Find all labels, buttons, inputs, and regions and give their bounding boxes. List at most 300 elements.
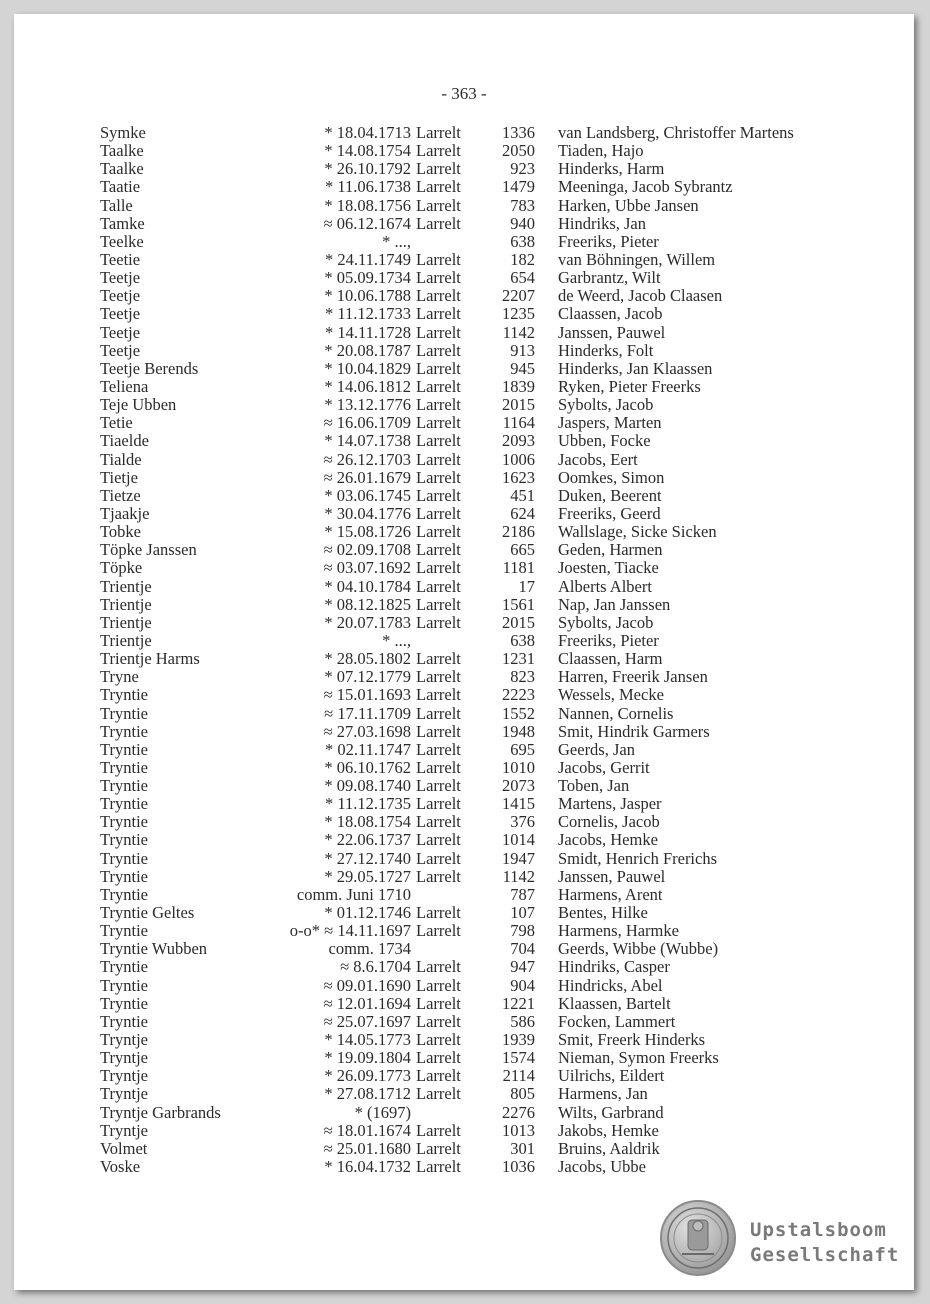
entry-name: Tetie <box>100 413 133 433</box>
entry-name: Tryne <box>100 667 139 687</box>
entry-spouse: Smit, Freerk Hinderks <box>558 1030 706 1050</box>
entry-number: 654 <box>510 268 535 288</box>
entry-date: * 18.04.1713 <box>324 123 411 142</box>
register-row <box>14 1104 914 1122</box>
entry-place: Larrelt <box>416 830 461 850</box>
entry-name: Trientje <box>100 576 152 596</box>
entry-name: Tobke <box>100 522 142 542</box>
entry-place: Larrelt <box>416 431 461 451</box>
entry-name: Tryntie <box>100 812 148 832</box>
register-row <box>14 233 914 251</box>
register-row <box>14 451 914 469</box>
entry-number: 1561 <box>502 594 535 614</box>
entry-date: * 20.08.1787 <box>324 340 411 360</box>
entry-name: Tiaelde <box>100 431 149 451</box>
entry-name: Tryntie Wubben <box>100 939 208 959</box>
entry-spouse: Harmens, Harmke <box>558 921 679 941</box>
entry-number: 624 <box>510 503 535 523</box>
entry-number: 2276 <box>502 1102 535 1122</box>
entry-name: Tryntie <box>100 975 148 995</box>
entry-date: * 13.12.1776 <box>324 395 411 415</box>
entry-date: * 11.12.1733 <box>324 304 411 324</box>
entry-place: Larrelt <box>416 141 461 161</box>
entry-place: Larrelt <box>416 1138 461 1158</box>
entry-spouse: Harken, Ubbe Jansen <box>558 195 699 215</box>
entry-name: Tryntie <box>100 848 148 868</box>
register-row <box>14 360 914 378</box>
entry-number: 704 <box>510 939 535 959</box>
entry-name: Tryntie <box>100 830 148 850</box>
document-page <box>14 14 914 1290</box>
entry-date: * 22.06.1737 <box>324 830 411 850</box>
entry-name: Teetje <box>100 322 141 342</box>
entry-number: 2015 <box>502 395 535 415</box>
entry-name: Tietje <box>100 467 138 487</box>
entry-date: * 03.06.1745 <box>324 485 411 505</box>
entry-number: 1574 <box>502 1048 535 1068</box>
entry-spouse: Jaspers, Marten <box>558 413 662 433</box>
entry-date: ≈ 09.01.1690 <box>323 975 411 995</box>
entry-spouse: Wilts, Garbrand <box>558 1102 664 1122</box>
entry-number: 1839 <box>502 376 535 396</box>
entry-date: comm. 1734 <box>328 939 411 959</box>
entry-place: Larrelt <box>416 903 461 923</box>
entry-date: ≈ 02.09.1708 <box>323 540 411 560</box>
entry-number: 638 <box>510 630 535 650</box>
entry-date: * 28.05.1802 <box>324 649 411 669</box>
register-row <box>14 487 914 505</box>
entry-date: ≈ 03.07.1692 <box>323 558 411 578</box>
register-row <box>14 378 914 396</box>
register-row <box>14 287 914 305</box>
entry-place: Larrelt <box>416 594 461 614</box>
entry-place: Larrelt <box>416 358 461 378</box>
register-row <box>14 705 914 723</box>
entry-date: * 26.09.1773 <box>324 1066 411 1086</box>
entry-name: Tietze <box>100 485 141 505</box>
entry-place: Larrelt <box>416 921 461 941</box>
entry-place: Larrelt <box>416 1030 461 1050</box>
entry-number: 1181 <box>502 558 535 578</box>
entry-spouse: van Böhningen, Willem <box>558 249 716 269</box>
entry-spouse: Freeriks, Pieter <box>558 231 659 251</box>
entry-date: ≈ 15.01.1693 <box>323 685 411 705</box>
entry-place: Larrelt <box>416 249 461 269</box>
register-row <box>14 650 914 668</box>
entry-name: Tryntie <box>100 957 148 977</box>
register-row <box>14 686 914 704</box>
entry-place: Larrelt <box>416 268 461 288</box>
register-row <box>14 741 914 759</box>
entry-number: 1552 <box>502 703 535 723</box>
entry-number: 1010 <box>502 757 535 777</box>
entry-place: Larrelt <box>416 413 461 433</box>
entry-place: Larrelt <box>416 721 461 741</box>
entry-date: ≈ 18.01.1674 <box>323 1120 411 1140</box>
register-row <box>14 1122 914 1140</box>
entry-date: * 01.12.1746 <box>324 903 411 923</box>
entry-name: Taalke <box>100 159 144 179</box>
entry-name: Teetje <box>100 268 141 288</box>
entry-place: Larrelt <box>416 177 461 197</box>
entry-spouse: Hinderks, Jan Klaassen <box>558 358 713 378</box>
register-row <box>14 432 914 450</box>
register-row <box>14 759 914 777</box>
entry-number: 1036 <box>502 1157 535 1177</box>
entry-spouse: Freeriks, Pieter <box>558 630 659 650</box>
entry-number: 1948 <box>502 721 535 741</box>
entry-name: Voske <box>100 1157 141 1177</box>
entry-number: 1235 <box>502 304 535 324</box>
entry-name: Töpke Janssen <box>100 540 197 560</box>
register-row <box>14 958 914 976</box>
entry-date: ≈ 26.01.1679 <box>323 467 411 487</box>
register-row <box>14 977 914 995</box>
entry-place: Larrelt <box>416 757 461 777</box>
entry-number: 695 <box>510 739 535 759</box>
entry-date: * 27.12.1740 <box>324 848 411 868</box>
entry-date: * 18.08.1756 <box>324 195 411 215</box>
entry-date: * 14.11.1728 <box>324 322 411 342</box>
entry-number: 798 <box>510 921 535 941</box>
entry-place: Larrelt <box>416 848 461 868</box>
entry-number: 1479 <box>502 177 535 197</box>
entry-number: 2114 <box>502 1066 535 1086</box>
entry-date: * 11.12.1735 <box>324 794 411 814</box>
entry-name: Töpke <box>100 558 143 578</box>
register-row <box>14 578 914 596</box>
register-row <box>14 1049 914 1067</box>
entry-name: Tryntje Garbrands <box>100 1102 221 1122</box>
entry-number: 823 <box>510 667 535 687</box>
entry-spouse: Geden, Harmen <box>558 540 663 560</box>
entry-date: * 24.11.1749 <box>324 249 411 269</box>
entry-name: Volmet <box>100 1138 148 1158</box>
entry-name: Teetie <box>100 249 141 269</box>
entry-number: 107 <box>510 903 535 923</box>
register-row <box>14 414 914 432</box>
entry-name: Tryntje <box>100 1084 148 1104</box>
register-row <box>14 1158 914 1176</box>
entry-place: Larrelt <box>416 195 461 215</box>
page-number: - 363 - <box>441 84 487 103</box>
entry-spouse: Hinderks, Folt <box>558 340 654 360</box>
register-row <box>14 505 914 523</box>
entry-date: * 07.12.1779 <box>324 667 411 687</box>
entry-place: Larrelt <box>416 667 461 687</box>
register-row <box>14 614 914 632</box>
entry-spouse: Claassen, Harm <box>558 649 663 669</box>
entry-spouse: Uilrichs, Eildert <box>558 1066 665 1086</box>
entry-place: Larrelt <box>416 467 461 487</box>
entry-number: 2223 <box>502 685 535 705</box>
register-row <box>14 795 914 813</box>
entry-date: * 02.11.1747 <box>324 739 411 759</box>
entry-place: Larrelt <box>416 449 461 469</box>
register-row <box>14 523 914 541</box>
entry-name: Tryntie <box>100 776 148 796</box>
entry-name: Taatie <box>100 177 141 197</box>
entry-date: * 11.06.1738 <box>324 177 411 197</box>
entry-number: 17 <box>518 576 535 596</box>
entry-name: Tryntie <box>100 757 148 777</box>
entry-spouse: Sybolts, Jacob <box>558 612 654 632</box>
entry-place: Larrelt <box>416 776 461 796</box>
entry-spouse: Geerds, Wibbe (Wubbe) <box>558 939 719 959</box>
register-row <box>14 813 914 831</box>
entry-name: Tryntie <box>100 993 148 1013</box>
entry-spouse: Garbrantz, Wilt <box>558 268 661 288</box>
entry-date: ≈ 12.01.1694 <box>323 993 411 1013</box>
entry-date: ≈ 25.07.1697 <box>323 1011 411 1031</box>
entry-spouse: Joesten, Tiacke <box>558 558 659 578</box>
entry-spouse: Alberts Albert <box>558 576 652 596</box>
entry-spouse: Jakobs, Hemke <box>558 1120 659 1140</box>
entry-spouse: Geerds, Jan <box>558 739 635 759</box>
entry-spouse: Nannen, Cornelis <box>558 703 674 723</box>
entry-number: 376 <box>510 812 535 832</box>
register-list <box>14 124 914 1176</box>
register-row <box>14 305 914 323</box>
entry-date: * 14.07.1738 <box>324 431 411 451</box>
entry-place: Larrelt <box>416 739 461 759</box>
register-row <box>14 559 914 577</box>
register-row <box>14 995 914 1013</box>
entry-spouse: Sybolts, Jacob <box>558 395 654 415</box>
entry-spouse: Nieman, Symon Freerks <box>558 1048 719 1068</box>
register-row <box>14 469 914 487</box>
entry-name: Tryntie <box>100 703 148 723</box>
register-row <box>14 886 914 904</box>
entry-number: 1623 <box>502 467 535 487</box>
entry-place: Larrelt <box>416 1048 461 1068</box>
entry-date: * (1697) <box>354 1102 411 1122</box>
entry-spouse: Jacobs, Ubbe <box>558 1157 646 1177</box>
entry-date: ≈ 27.03.1698 <box>323 721 411 741</box>
entry-name: Tryntje <box>100 1120 148 1140</box>
entry-name: Tryntie <box>100 921 148 941</box>
entry-date: * 09.08.1740 <box>324 776 411 796</box>
entry-place: Larrelt <box>416 1157 461 1177</box>
register-row <box>14 142 914 160</box>
entry-date: * 06.10.1762 <box>324 757 411 777</box>
entry-number: 783 <box>510 195 535 215</box>
entry-place: Larrelt <box>416 304 461 324</box>
entry-name: Tryntje <box>100 1066 148 1086</box>
entry-place: Larrelt <box>416 485 461 505</box>
entry-name: Teliena <box>100 376 149 396</box>
register-row <box>14 1013 914 1031</box>
entry-name: Tryntie <box>100 739 148 759</box>
entry-number: 182 <box>510 249 535 269</box>
entry-spouse: Klaassen, Bartelt <box>558 993 671 1013</box>
register-row <box>14 269 914 287</box>
entry-place: Larrelt <box>416 522 461 542</box>
entry-spouse: Tiaden, Hajo <box>558 141 644 161</box>
register-row <box>14 850 914 868</box>
entry-name: Tryntie Geltes <box>100 903 195 923</box>
register-row <box>14 160 914 178</box>
entry-number: 805 <box>510 1084 535 1104</box>
register-row <box>14 396 914 414</box>
entry-spouse: Nap, Jan Janssen <box>558 594 671 614</box>
entry-spouse: Cornelis, Jacob <box>558 812 660 832</box>
register-row <box>14 777 914 795</box>
entry-spouse: Meeninga, Jacob Sybrantz <box>558 177 733 197</box>
entry-number: 1014 <box>502 830 535 850</box>
entry-place: Larrelt <box>416 395 461 415</box>
entry-name: Tialde <box>100 449 142 469</box>
register-row <box>14 215 914 233</box>
register-row <box>14 668 914 686</box>
entry-date: * 18.08.1754 <box>324 812 411 832</box>
entry-date: ≈ 06.12.1674 <box>323 213 411 233</box>
entry-place: Larrelt <box>416 649 461 669</box>
entry-spouse: Martens, Jasper <box>558 794 662 814</box>
entry-date: * 30.04.1776 <box>324 503 411 523</box>
entry-name: Teje Ubben <box>100 395 177 415</box>
entry-spouse: Hindricks, Abel <box>558 975 663 995</box>
entry-name: Teelke <box>100 231 144 251</box>
entry-place: Larrelt <box>416 503 461 523</box>
entry-date: ≈ 8.6.1704 <box>340 957 411 977</box>
entry-place: Larrelt <box>416 123 461 142</box>
entry-number: 665 <box>510 540 535 560</box>
entry-place: Larrelt <box>416 1011 461 1031</box>
entry-name: Tjaakje <box>100 503 150 523</box>
entry-name: Talle <box>100 195 133 215</box>
entry-number: 1231 <box>502 649 535 669</box>
entry-place: Larrelt <box>416 812 461 832</box>
entry-date: * 20.07.1783 <box>324 612 411 632</box>
entry-date: * 29.05.1727 <box>324 866 411 886</box>
entry-name: Tryntie <box>100 721 148 741</box>
entry-number: 2073 <box>502 776 535 796</box>
entry-spouse: Jacobs, Eert <box>558 449 638 469</box>
entry-number: 586 <box>510 1011 535 1031</box>
entry-place: Larrelt <box>416 376 461 396</box>
entry-spouse: Smit, Hindrik Garmers <box>558 721 710 741</box>
entry-name: Teetje <box>100 286 141 306</box>
entry-number: 945 <box>510 358 535 378</box>
entry-name: Tryntie <box>100 685 148 705</box>
entry-place: Larrelt <box>416 213 461 233</box>
entry-name: Trientje <box>100 612 152 632</box>
entry-spouse: Wessels, Mecke <box>558 685 664 705</box>
entry-number: 940 <box>510 213 535 233</box>
entry-number: 2015 <box>502 612 535 632</box>
entry-place: Larrelt <box>416 576 461 596</box>
entry-number: 451 <box>510 485 535 505</box>
society-name-line-1: Upstalsboom <box>750 1219 887 1241</box>
register-row <box>14 324 914 342</box>
entry-name: Teetje <box>100 340 141 360</box>
entry-place: Larrelt <box>416 1066 461 1086</box>
register-row <box>14 868 914 886</box>
entry-date: ≈ 16.06.1709 <box>323 413 411 433</box>
entry-place: Larrelt <box>416 866 461 886</box>
entry-number: 1013 <box>502 1120 535 1140</box>
entry-date: * 15.08.1726 <box>324 522 411 542</box>
entry-spouse: Smidt, Henrich Frerichs <box>558 848 718 868</box>
entry-place: Larrelt <box>416 540 461 560</box>
entry-spouse: Jacobs, Hemke <box>558 830 658 850</box>
entry-name: Tryntie <box>100 884 148 904</box>
entry-place: Larrelt <box>416 993 461 1013</box>
register-row <box>14 596 914 614</box>
entry-name: Trientje <box>100 630 152 650</box>
entry-date: ≈ 26.12.1703 <box>323 449 411 469</box>
entry-place: Larrelt <box>416 957 461 977</box>
society-seal-icon <box>660 1200 736 1276</box>
entry-spouse: Bentes, Hilke <box>558 903 648 923</box>
entry-date: * 27.08.1712 <box>324 1084 411 1104</box>
entry-place: Larrelt <box>416 1120 461 1140</box>
register-row <box>14 1140 914 1158</box>
entry-place: Larrelt <box>416 340 461 360</box>
entry-place: Larrelt <box>416 322 461 342</box>
entry-date: * 14.08.1754 <box>324 141 411 161</box>
entry-name: Teetje <box>100 304 141 324</box>
entry-date: * 10.06.1788 <box>324 286 411 306</box>
entry-spouse: Hindriks, Jan <box>558 213 646 233</box>
society-name <box>750 1218 899 1268</box>
entry-number: 2050 <box>502 141 535 161</box>
entry-number: 1939 <box>502 1030 535 1050</box>
entry-number: 2207 <box>502 286 535 306</box>
entry-number: 1415 <box>502 794 535 814</box>
entry-spouse: Ryken, Pieter Freerks <box>558 376 701 396</box>
entry-date: * ..., <box>382 630 411 650</box>
entry-place: Larrelt <box>416 703 461 723</box>
entry-spouse: Freeriks, Geerd <box>558 503 661 523</box>
entry-date: * 19.09.1804 <box>324 1048 411 1068</box>
entry-place: Larrelt <box>416 286 461 306</box>
entry-date: * 08.12.1825 <box>324 594 411 614</box>
entry-date: * 26.10.1792 <box>324 159 411 179</box>
register-row <box>14 940 914 958</box>
entry-spouse: Harren, Freerik Jansen <box>558 667 708 687</box>
register-row <box>14 904 914 922</box>
entry-name: Tamke <box>100 213 145 233</box>
entry-name: Teetje Berends <box>100 358 199 378</box>
entry-number: 1006 <box>502 449 535 469</box>
register-row <box>14 251 914 269</box>
society-name-line-2: Gesellschaft <box>750 1244 900 1266</box>
entry-spouse: Ubben, Focke <box>558 431 651 451</box>
entry-number: 904 <box>510 975 535 995</box>
register-row <box>14 541 914 559</box>
entry-date: o-o* ≈ 14.11.1697 <box>289 921 411 941</box>
register-row <box>14 342 914 360</box>
register-row <box>14 178 914 196</box>
entry-name: Symke <box>100 123 146 142</box>
entry-number: 923 <box>510 159 535 179</box>
entry-name: Tryntie <box>100 794 148 814</box>
entry-date: * 14.06.1812 <box>324 376 411 396</box>
entry-number: 2186 <box>502 522 535 542</box>
entry-number: 947 <box>510 957 535 977</box>
entry-spouse: Duken, Beerent <box>558 485 662 505</box>
register-row <box>14 831 914 849</box>
entry-place: Larrelt <box>416 558 461 578</box>
entry-date: comm. Juni 1710 <box>296 884 411 904</box>
entry-name: Tryntie <box>100 866 148 886</box>
register-row <box>14 1031 914 1049</box>
entry-date: ≈ 25.01.1680 <box>323 1138 411 1158</box>
entry-date: * 05.09.1734 <box>324 268 411 288</box>
entry-date: * 14.05.1773 <box>324 1030 411 1050</box>
